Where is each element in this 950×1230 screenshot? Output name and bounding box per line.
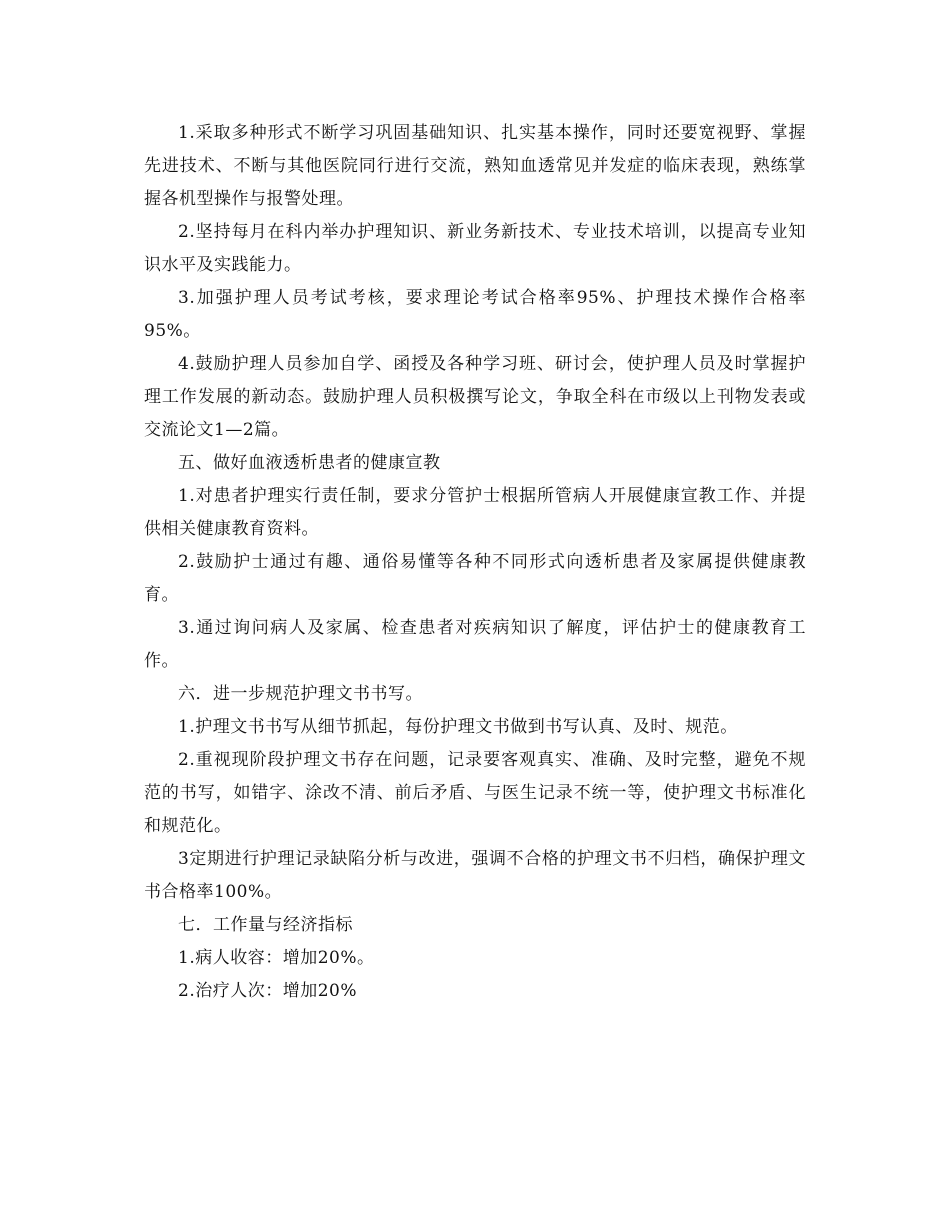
paragraph-self-study-papers: 4.鼓励护理人员参加自学、函授及各种学习班、研讨会，使护理人员及时掌握护理工作发展的新动态。鼓励护理人员积极撰写论文，争取全科在市级以上刊物发表或交流论文1—2篇。 [144,354,806,440]
paragraph-treatment-count: 2.治疗人次：增加20% [178,981,358,1001]
paragraph-document-details: 1.护理文书书写从细节抓起，每份护理文书做到书写认真、及时、规范。 [178,717,738,737]
document-body [144,117,806,1008]
paragraph-document-problems: 2.重视现阶段护理文书存在问题，记录要客观真实、准确、及时完整，避免不规范的书写，如错字、涂改不清、前后矛盾、与医生记录不统一等，使护理文书标准化和规范化。 [144,750,806,836]
section-heading-workload: 七．工作量与经济指标 [178,915,353,935]
paragraph-exam-assessment: 3.加强护理人员考试考核，要求理论考试合格率95%、护理技术操作合格率95%。 [144,288,806,341]
paragraph-learning-methods: 1.采取多种形式不断学习巩固基础知识、扎实基本操作，同时还要宽视野、掌握先进技术、不断与其他医院同行进行交流，熟知血透常见并发症的临床表现，熟练掌握各机型操作与报警处理。 [144,123,806,209]
paragraph-defect-analysis: 3定期进行护理记录缺陷分析与改进，强调不合格的护理文书不归档，确保护理文书合格率100%。 [144,849,806,902]
paragraph-education-evaluation: 3.通过询问病人及家属、检查患者对疾病知识了解度，评估护士的健康教育工作。 [144,618,806,671]
paragraph-responsibility-system: 1.对患者护理实行责任制，要求分管护士根据所管病人开展健康宣教工作、并提供相关健康教育资料。 [144,486,806,539]
paragraph-patient-admission: 1.病人收容：增加20%。 [178,948,375,968]
section-heading-nursing-documents: 六．进一步规范护理文书书写。 [178,684,423,704]
section-heading-health-education: 五、做好血液透析患者的健康宣教 [178,453,441,473]
paragraph-education-forms: 2.鼓励护士通过有趣、通俗易懂等各种不同形式向透析患者及家属提供健康教育。 [144,552,806,605]
paragraph-monthly-training: 2.坚持每月在科内举办护理知识、新业务新技术、专业技术培训，以提高专业知识水平及实践能力。 [144,222,806,275]
